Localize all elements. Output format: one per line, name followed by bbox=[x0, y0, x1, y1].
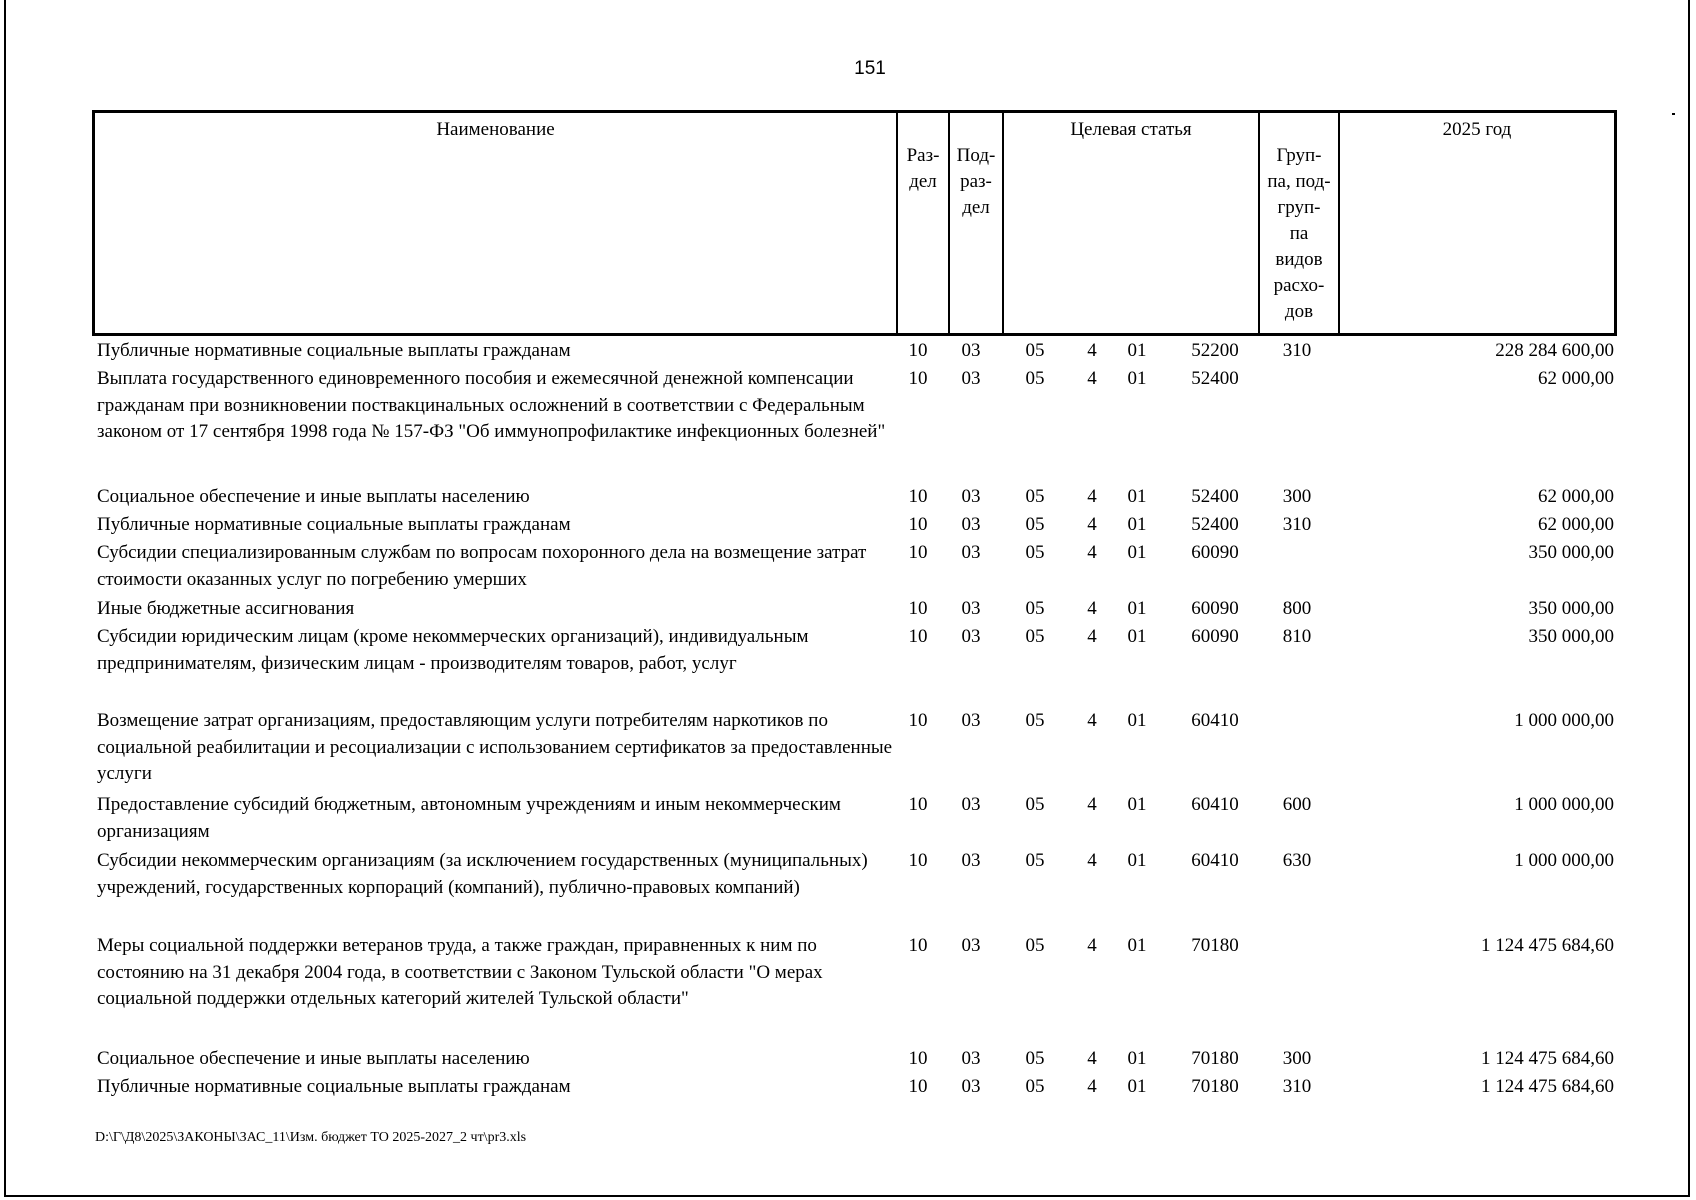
row-amount: 228 284 600,00 bbox=[1495, 340, 1614, 361]
row-target-subprogram: 01 bbox=[1127, 1076, 1147, 1097]
row-target-subprogram: 01 bbox=[1127, 542, 1147, 563]
row-podrazdel: 03 bbox=[961, 514, 981, 535]
row-target-type: 4 bbox=[1087, 598, 1097, 619]
row-group: 630 bbox=[1282, 850, 1312, 871]
row-amount: 62 000,00 bbox=[1538, 514, 1614, 535]
row-razdel: 10 bbox=[908, 710, 928, 731]
row-name: Субсидии некоммерческим организациям (за исключением государственных (муниципальных) учреждений, государственных корпораций (компаний), публично-правовых компаний) bbox=[97, 850, 868, 898]
row-target-program: 05 bbox=[1025, 514, 1045, 535]
row-amount: 350 000,00 bbox=[1528, 626, 1614, 647]
row-target-program: 05 bbox=[1025, 368, 1045, 389]
row-target-direction: 60090 bbox=[1191, 542, 1239, 563]
header-target bbox=[1002, 113, 1258, 333]
header-razdel-label: Раз- дел bbox=[906, 145, 940, 192]
row-target-subprogram: 01 bbox=[1127, 794, 1147, 815]
row-amount: 1 124 475 684,60 bbox=[1481, 1076, 1614, 1097]
row-name: Меры социальной поддержки ветеранов труда, а также граждан, приравненных к ним по состоянию на 31 декабря 2004 года, в соответствии с Законом Тульской области "О мерах социальной поддержки отдельных категорий жителей Тульской области" bbox=[97, 935, 823, 1009]
row-target-program: 05 bbox=[1025, 1076, 1045, 1097]
row-name: Публичные нормативные социальные выплаты гражданам bbox=[97, 514, 571, 535]
row-podrazdel: 03 bbox=[961, 486, 981, 507]
row-target-type: 4 bbox=[1087, 935, 1097, 956]
row-target-direction: 52400 bbox=[1191, 514, 1239, 535]
row-target-type: 4 bbox=[1087, 1048, 1097, 1069]
row-target-direction: 60410 bbox=[1191, 710, 1239, 731]
row-target-type: 4 bbox=[1087, 340, 1097, 361]
row-target-type: 4 bbox=[1087, 626, 1097, 647]
row-target-program: 05 bbox=[1025, 340, 1045, 361]
row-target-program: 05 bbox=[1025, 626, 1045, 647]
row-group: 310 bbox=[1282, 340, 1312, 361]
row-razdel: 10 bbox=[908, 542, 928, 563]
header-name-label: Наименование bbox=[436, 119, 555, 140]
row-razdel: 10 bbox=[908, 1048, 928, 1069]
row-target-program: 05 bbox=[1025, 710, 1045, 731]
row-target-type: 4 bbox=[1087, 710, 1097, 731]
row-name: Иные бюджетные ассигнования bbox=[97, 598, 355, 619]
row-target-subprogram: 01 bbox=[1127, 626, 1147, 647]
row-amount: 1 000 000,00 bbox=[1514, 850, 1614, 871]
row-name: Социальное обеспечение и иные выплаты населению bbox=[97, 486, 530, 507]
row-target-type: 4 bbox=[1087, 542, 1097, 563]
header-group-label: Груп- па, под- груп- па видов расхо- дов bbox=[1267, 145, 1331, 322]
row-amount: 1 124 475 684,60 bbox=[1481, 935, 1614, 956]
row-target-direction: 60090 bbox=[1191, 626, 1239, 647]
row-razdel: 10 bbox=[908, 1076, 928, 1097]
row-podrazdel: 03 bbox=[961, 542, 981, 563]
row-target-direction: 60410 bbox=[1191, 850, 1239, 871]
row-podrazdel: 03 bbox=[961, 850, 981, 871]
header-year bbox=[1338, 113, 1614, 333]
row-target-program: 05 bbox=[1025, 935, 1045, 956]
row-amount: 350 000,00 bbox=[1528, 542, 1614, 563]
header-year-label: 2025 год bbox=[1442, 119, 1512, 140]
row-target-program: 05 bbox=[1025, 486, 1045, 507]
scan-dot bbox=[1672, 113, 1675, 115]
row-podrazdel: 03 bbox=[961, 794, 981, 815]
footer-file-path: D:\Г\Д8\2025\ЗАКОНЫ\ЗАС_11\Изм. бюджет ТО 2025-2027_2 чт\pr3.xls bbox=[95, 1130, 527, 1145]
row-podrazdel: 03 bbox=[961, 935, 981, 956]
row-name: Публичные нормативные социальные выплаты гражданам bbox=[97, 1076, 571, 1097]
row-amount: 62 000,00 bbox=[1538, 486, 1614, 507]
row-group: 300 bbox=[1282, 1048, 1312, 1069]
row-target-program: 05 bbox=[1025, 542, 1045, 563]
row-target-direction: 70180 bbox=[1191, 1076, 1239, 1097]
row-razdel: 10 bbox=[908, 340, 928, 361]
row-target-program: 05 bbox=[1025, 598, 1045, 619]
page-number: 151 bbox=[854, 58, 886, 79]
row-podrazdel: 03 bbox=[961, 1048, 981, 1069]
row-target-direction: 70180 bbox=[1191, 1048, 1239, 1069]
row-target-subprogram: 01 bbox=[1127, 486, 1147, 507]
row-razdel: 10 bbox=[908, 514, 928, 535]
row-amount: 62 000,00 bbox=[1538, 368, 1614, 389]
header-group bbox=[1258, 113, 1338, 333]
row-target-type: 4 bbox=[1087, 486, 1097, 507]
row-target-subprogram: 01 bbox=[1127, 598, 1147, 619]
row-podrazdel: 03 bbox=[961, 1076, 981, 1097]
row-group: 810 bbox=[1282, 626, 1312, 647]
row-name: Субсидии юридическим лицам (кроме некоммерческих организаций), индивидуальным предпринимателям, физическим лицам - производителям товаров, работ, услуг bbox=[97, 626, 809, 674]
row-amount: 1 124 475 684,60 bbox=[1481, 1048, 1614, 1069]
row-razdel: 10 bbox=[908, 935, 928, 956]
row-target-program: 05 bbox=[1025, 794, 1045, 815]
row-amount: 1 000 000,00 bbox=[1514, 794, 1614, 815]
row-group: 310 bbox=[1282, 1076, 1312, 1097]
row-target-subprogram: 01 bbox=[1127, 340, 1147, 361]
row-group: 800 bbox=[1282, 598, 1312, 619]
row-amount: 350 000,00 bbox=[1528, 598, 1614, 619]
row-razdel: 10 bbox=[908, 598, 928, 619]
row-target-direction: 60090 bbox=[1191, 598, 1239, 619]
row-name: Социальное обеспечение и иные выплаты населению bbox=[97, 1048, 530, 1069]
row-group: 600 bbox=[1282, 794, 1312, 815]
row-podrazdel: 03 bbox=[961, 368, 981, 389]
row-target-subprogram: 01 bbox=[1127, 935, 1147, 956]
header-razdel bbox=[896, 113, 948, 333]
row-target-program: 05 bbox=[1025, 850, 1045, 871]
row-group: 310 bbox=[1282, 514, 1312, 535]
row-name: Возмещение затрат организациям, предоставляющим услуги потребителям наркотиков по социальной реабилитации и ресоциализации с использованием сертификатов за предоставленные услуги bbox=[97, 710, 893, 784]
row-razdel: 10 bbox=[908, 626, 928, 647]
row-target-direction: 52400 bbox=[1191, 368, 1239, 389]
row-podrazdel: 03 bbox=[961, 626, 981, 647]
row-razdel: 10 bbox=[908, 486, 928, 507]
row-podrazdel: 03 bbox=[961, 598, 981, 619]
row-target-type: 4 bbox=[1087, 794, 1097, 815]
row-razdel: 10 bbox=[908, 368, 928, 389]
row-amount: 1 000 000,00 bbox=[1514, 710, 1614, 731]
table-header bbox=[92, 110, 1617, 336]
row-target-direction: 52200 bbox=[1191, 340, 1239, 361]
row-target-type: 4 bbox=[1087, 850, 1097, 871]
row-target-direction: 70180 bbox=[1191, 935, 1239, 956]
row-target-type: 4 bbox=[1087, 368, 1097, 389]
row-target-subprogram: 01 bbox=[1127, 368, 1147, 389]
header-target-label: Целевая статья bbox=[1070, 119, 1192, 140]
row-name: Предоставление субсидий бюджетным, автономным учреждениям и иным некоммерческим организациям bbox=[97, 794, 841, 842]
row-podrazdel: 03 bbox=[961, 340, 981, 361]
row-target-type: 4 bbox=[1087, 514, 1097, 535]
row-name: Выплата государственного единовременного пособия и ежемесячной денежной компенсации гражданам при возникновении поствакцинальных осложнений в соответствии с Федеральным законом от 17 сентября 1998 года № 157-ФЗ "Об иммунопрофилактике инфекционных болезней" bbox=[97, 368, 886, 442]
row-target-direction: 60410 bbox=[1191, 794, 1239, 815]
row-target-subprogram: 01 bbox=[1127, 850, 1147, 871]
header-podrazdel bbox=[948, 113, 1002, 333]
row-target-subprogram: 01 bbox=[1127, 710, 1147, 731]
row-target-direction: 52400 bbox=[1191, 486, 1239, 507]
row-razdel: 10 bbox=[908, 794, 928, 815]
row-target-subprogram: 01 bbox=[1127, 1048, 1147, 1069]
header-name bbox=[95, 113, 896, 333]
row-name: Публичные нормативные социальные выплаты гражданам bbox=[97, 340, 571, 361]
row-target-type: 4 bbox=[1087, 1076, 1097, 1097]
row-target-subprogram: 01 bbox=[1127, 514, 1147, 535]
row-target-program: 05 bbox=[1025, 1048, 1045, 1069]
row-group: 300 bbox=[1282, 486, 1312, 507]
row-podrazdel: 03 bbox=[961, 710, 981, 731]
row-name: Субсидии специализированным службам по вопросам похоронного дела на возмещение затрат стоимости оказанных услуг по погребению умерших bbox=[97, 542, 867, 590]
row-razdel: 10 bbox=[908, 850, 928, 871]
header-podrazdel-label: Под- раз- дел bbox=[956, 145, 996, 218]
